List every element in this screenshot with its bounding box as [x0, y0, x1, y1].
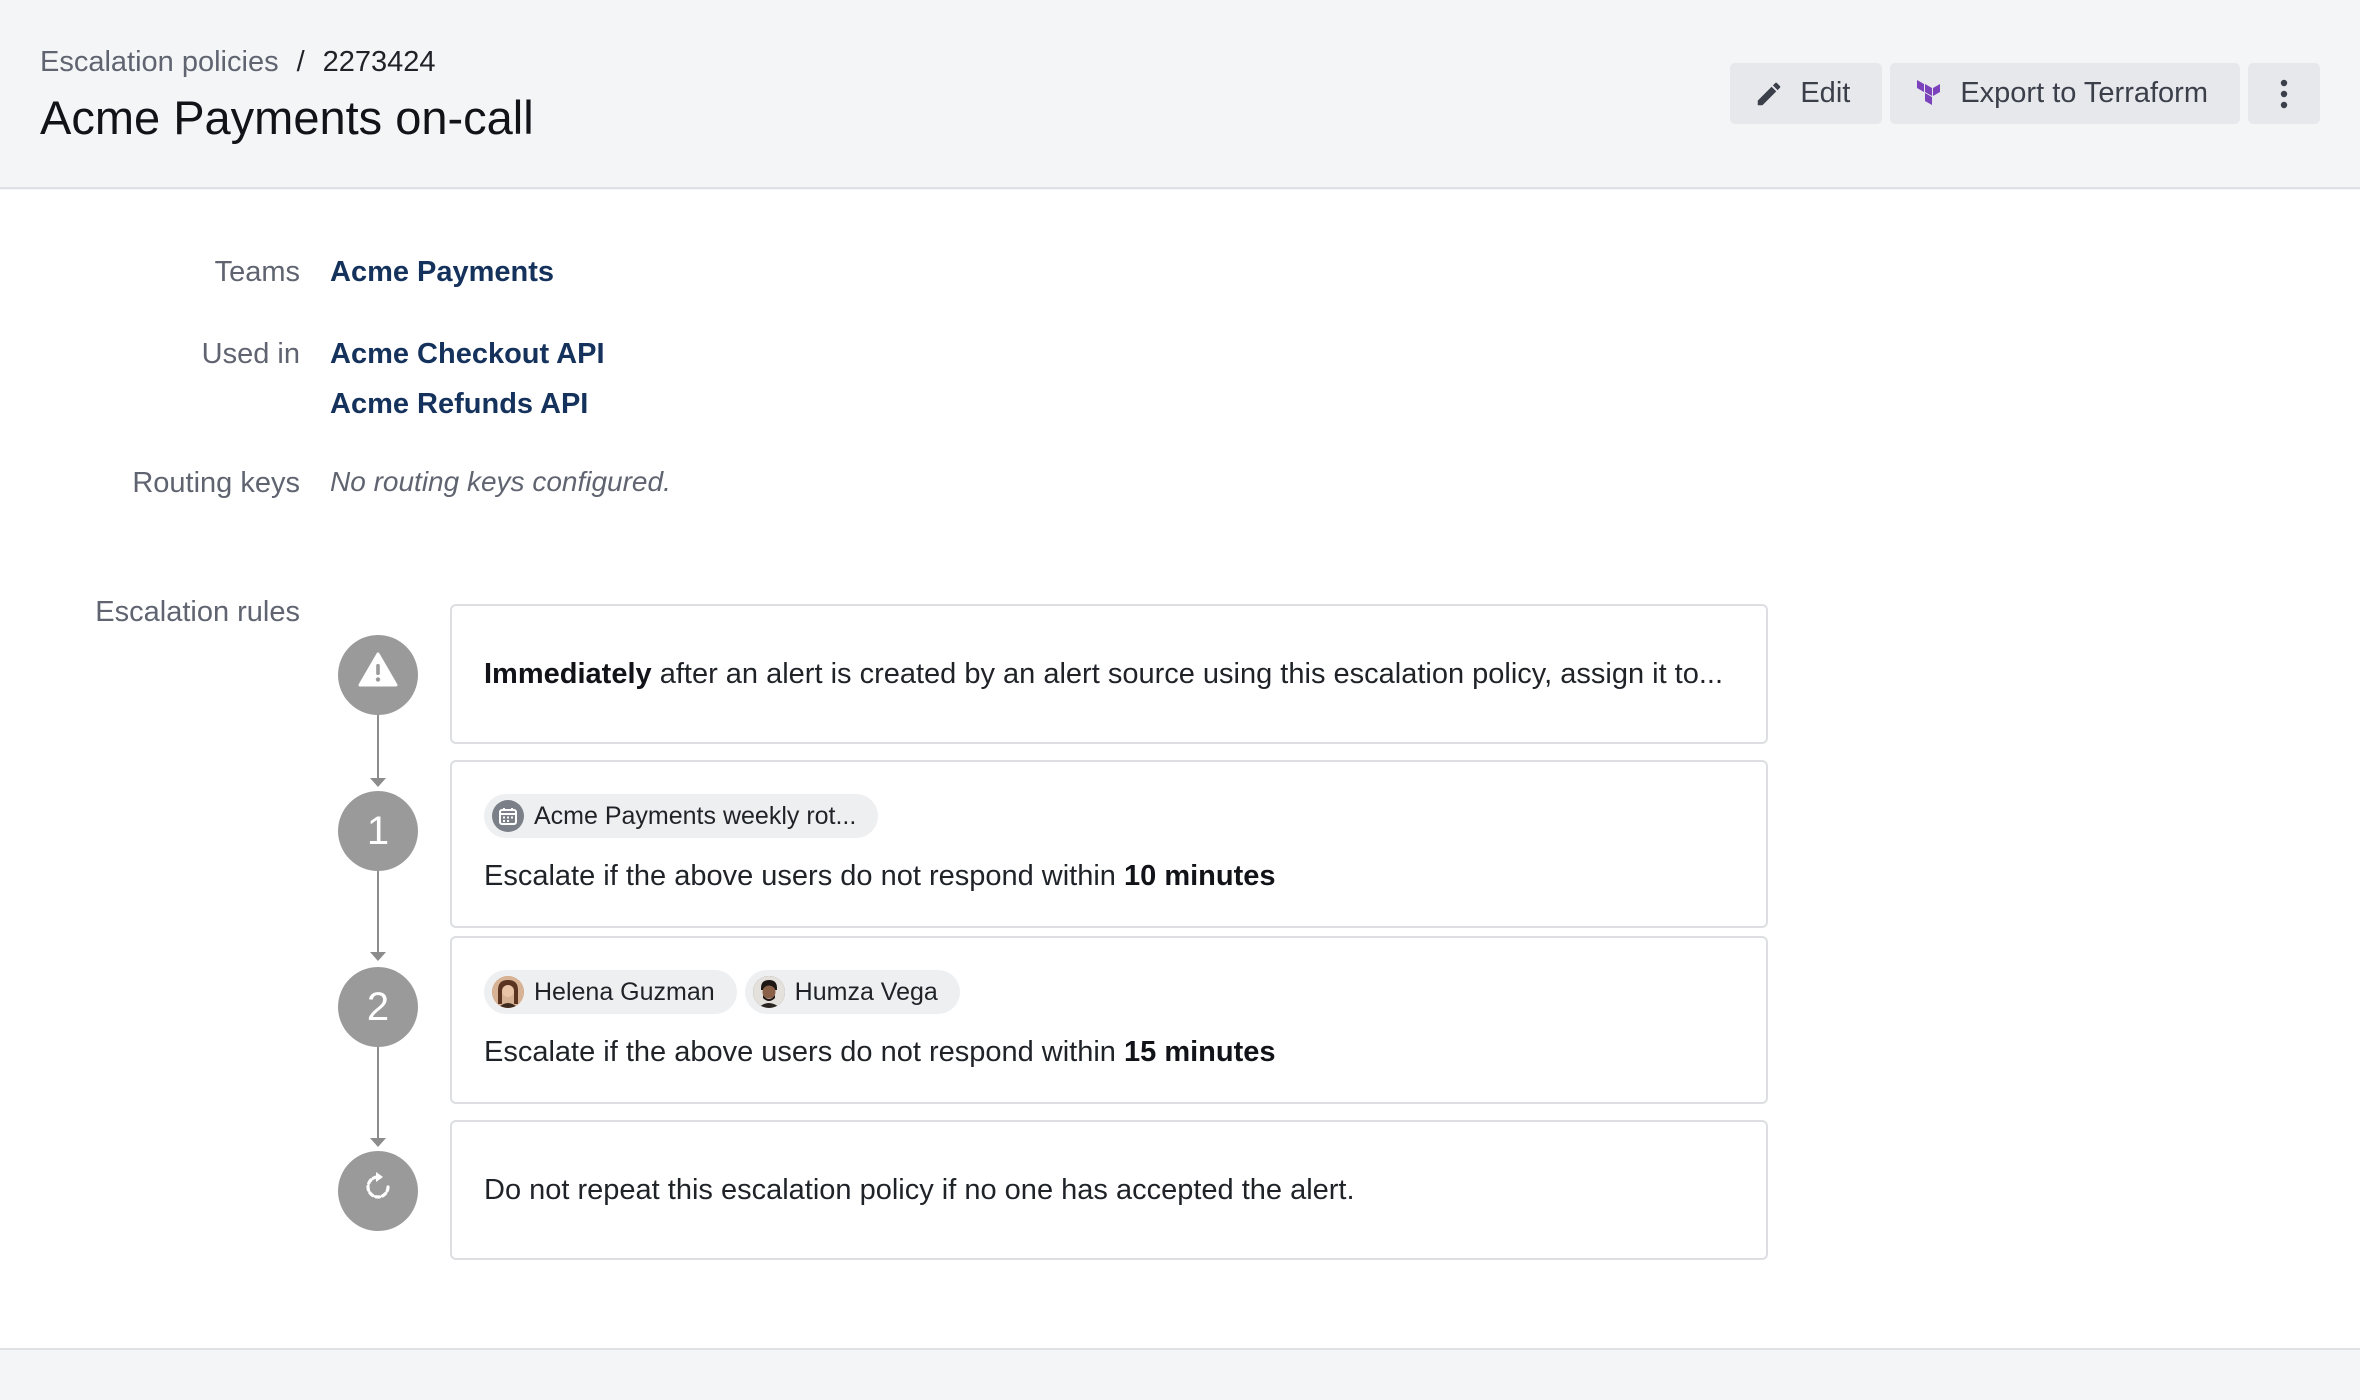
routing-keys-label: Routing keys	[132, 467, 300, 499]
header-actions	[1730, 63, 2320, 124]
routing-keys-empty: No routing keys configured.	[330, 466, 671, 497]
user-avatar	[753, 976, 785, 1008]
terraform-icon	[1912, 77, 1946, 111]
escalation-rules-label: Escalation rules	[95, 596, 300, 628]
user-avatar	[492, 976, 524, 1008]
escalation-level-1-card	[450, 760, 1768, 928]
level-1-targets	[484, 794, 1734, 838]
level-2-circle	[338, 967, 418, 1047]
policy-details	[0, 190, 2360, 1350]
user-chip-label: Helena Guzman	[534, 977, 715, 1006]
level-1-condition: Escalate if the above users do not respond within 10 minutes	[484, 860, 1276, 892]
repeat-icon	[361, 1169, 395, 1214]
vertical-ellipsis-icon	[2267, 77, 2301, 111]
user-chip-label: Humza Vega	[794, 977, 938, 1006]
used-in-label: Used in	[201, 338, 300, 370]
timeline-connector	[377, 870, 379, 955]
timeline-arrow	[370, 1138, 386, 1147]
teams-label: Teams	[214, 256, 300, 288]
alert-triangle-icon	[358, 652, 398, 698]
user-chip[interactable]	[484, 970, 737, 1014]
export-terraform-label: Export to Terraform	[1960, 77, 2208, 109]
breadcrumb-current: 2273424	[322, 46, 436, 78]
user-chip[interactable]	[745, 970, 960, 1014]
service-link-checkout[interactable]: Acme Checkout API	[330, 338, 605, 370]
breadcrumb-separator: /	[296, 46, 305, 78]
schedule-chip[interactable]	[484, 794, 878, 838]
level-2-number: 2	[366, 984, 390, 1029]
page-title: Acme Payments on-call	[40, 91, 534, 144]
timeline-arrow	[370, 952, 386, 961]
level-2-condition: Escalate if the above users do not respond within 15 minutes	[484, 1036, 1276, 1068]
timeline-connector	[377, 715, 379, 781]
escalation-level-2-card	[450, 936, 1768, 1104]
schedule-chip-label: Acme Payments weekly rot...	[534, 801, 857, 830]
export-terraform-button[interactable]	[1890, 63, 2240, 124]
more-actions-button[interactable]	[2248, 63, 2320, 124]
alert-step-circle	[338, 635, 418, 715]
edit-button[interactable]	[1730, 63, 1882, 124]
repeat-rule-card	[450, 1120, 1768, 1260]
escalation-start-card	[450, 604, 1768, 744]
team-link[interactable]: Acme Payments	[330, 256, 555, 288]
level-1-number: 1	[366, 808, 390, 853]
breadcrumb	[40, 46, 436, 79]
breadcrumb-parent-link[interactable]: Escalation policies	[40, 46, 279, 78]
timeline-arrow	[370, 778, 386, 787]
escalation-start-text: Immediately after an alert is created by an alert source using this escalation policy, assign it to...	[484, 657, 1724, 690]
pencil-icon	[1752, 77, 1786, 111]
page-header	[0, 0, 2360, 189]
timeline-connector	[377, 1046, 379, 1141]
level-2-targets	[484, 970, 1734, 1014]
repeat-step-circle	[338, 1151, 418, 1231]
calendar-icon	[492, 800, 524, 832]
edit-button-label: Edit	[1800, 77, 1851, 109]
level-1-circle	[338, 791, 418, 871]
service-link-refunds[interactable]: Acme Refunds API	[330, 388, 589, 420]
repeat-rule-text: Do not repeat this escalation policy if no one has accepted the alert.	[484, 1173, 1355, 1206]
